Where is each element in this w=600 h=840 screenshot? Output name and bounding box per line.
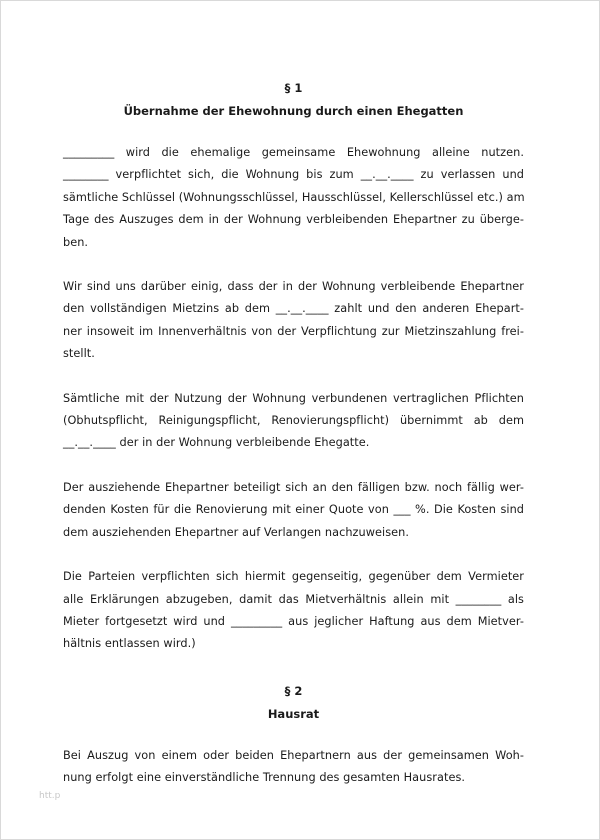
text-line: _________ wird die ehemalige gemeinsame Ehewohnung alleine nutzen. bbox=[63, 146, 524, 159]
text-line: ________ verpflichtet sich, die Wohnung bis zum __.__.____ zu verlassen und bbox=[63, 168, 524, 182]
text-line: Wir sind uns darüber einig, dass der in der Wohnung verbleibende Ehepartner bbox=[63, 280, 524, 294]
paragraph-moveout bbox=[63, 142, 524, 254]
section-1-title: Übernahme der Ehewohnung durch einen Ehegatten bbox=[123, 104, 464, 118]
paragraph-rent bbox=[63, 276, 524, 366]
text-line: sämtliche Schlüssel (Wohnungsschlüssel, Hausschlüssel, Kellerschlüssel etc.) am bbox=[63, 190, 525, 204]
section-1-number: § 1 bbox=[284, 81, 303, 95]
text-line: Bei Auszug von einem oder beiden Ehepartnern aus der gemeinsamen Woh- bbox=[63, 748, 524, 762]
text-line: Mieter fortgesetzt wird und _________ aus jeglicher Haftung aus dem Mietver- bbox=[63, 614, 524, 628]
text-line: alle Erklärungen abzugeben, damit das Mietverhältnis allein mit ________ als bbox=[63, 592, 524, 606]
paragraph-obligations bbox=[63, 388, 524, 455]
text-line: denden Kosten für die Renovierung mit einer Quote von ___ %. Die Kosten sind bbox=[63, 503, 524, 517]
text-line: hältnis entlassen wird.) bbox=[63, 637, 196, 651]
text-line: ner insoweit im Innenverhältnis von der Verpflichtung zur Mietzinszahlung frei- bbox=[63, 324, 524, 338]
paragraph-landlord bbox=[63, 566, 524, 656]
text-line: nung erfolgt eine einverständliche Trennung des gesamten Hausrates. bbox=[63, 771, 466, 785]
text-line: ben. bbox=[63, 235, 89, 249]
text-line: Der ausziehende Ehepartner beteiligt sich an den fälligen bzw. noch fällig wer- bbox=[63, 480, 524, 494]
section-2 bbox=[63, 682, 524, 790]
text-line: stellt. bbox=[63, 347, 95, 361]
text-line: Die Parteien verpflichten sich hiermit gegenseitig, gegenüber dem Vermieter bbox=[63, 570, 524, 584]
section-2-number: § 2 bbox=[284, 683, 303, 698]
text-line: den vollständigen Mietzins ab dem __.__.____ zahlt und den anderen Ehepart- bbox=[63, 302, 524, 316]
text-line: dem ausziehenden Ehepartner auf Verlangen nachzuweisen. bbox=[63, 525, 410, 539]
document-body bbox=[63, 79, 524, 790]
text-line: __.__.____ der in der Wohnung verbleibende Ehegatte. bbox=[63, 436, 370, 450]
section-2-title: Hausrat bbox=[267, 706, 320, 721]
text-line: (Obhutspflicht, Reinigungspflicht, Renovierungspflicht) übernimmt ab dem bbox=[63, 414, 524, 428]
text-line: Tage des Auszuges dem in der Wohnung verbleibenden Ehepartner zu überge- bbox=[63, 213, 524, 227]
paragraph-household bbox=[63, 745, 524, 790]
text-line: Sämtliche mit der Nutzung der Wohnung verbundenen vertraglichen Pflichten bbox=[63, 391, 524, 405]
paragraph-renovation-costs bbox=[63, 477, 524, 544]
footer-watermark: htt.p bbox=[39, 791, 61, 801]
section-1 bbox=[63, 79, 524, 656]
